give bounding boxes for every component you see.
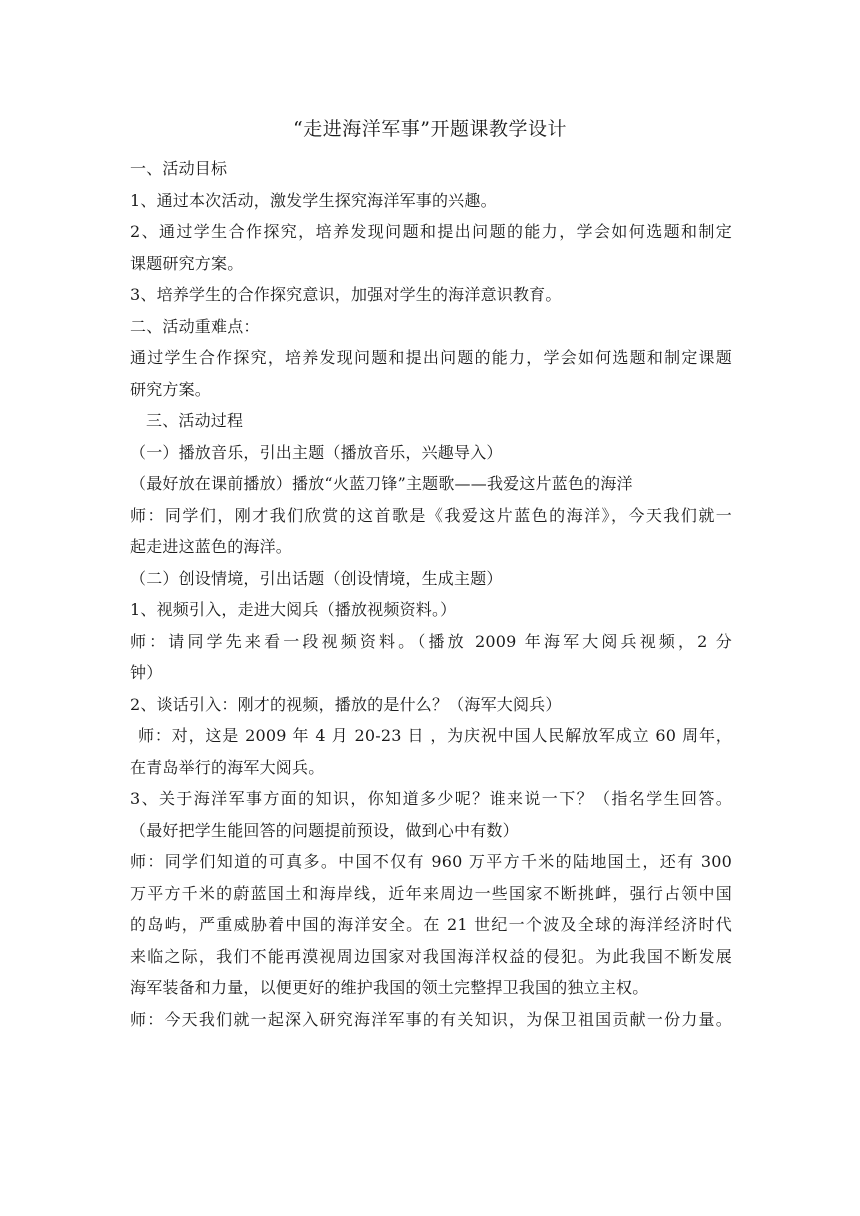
- paragraph-line: （最好放在课前播放）播放“火蓝刀锋”主题歌——我爱这片蓝色的海洋: [130, 474, 633, 493]
- section-heading-process: 三、活动过程: [146, 411, 244, 430]
- paragraph-line: 起走进这蓝色的海洋。: [130, 537, 293, 556]
- subsection-heading: （二）创设情境，引出话题（创设情境，生成主题）: [130, 568, 503, 588]
- paragraph-line: 课题研究方案。: [130, 253, 244, 273]
- section-heading-key-points: 二、活动重难点：: [130, 316, 260, 336]
- paragraph-line: 师：请同学先来看一段视频资料。（播放 2009 年海军大阅兵视频，2 分: [130, 631, 732, 651]
- paragraph-line: 通过学生合作探究，培养发现问题和提出问题的能力，学会如何选题和制定课题: [130, 348, 732, 367]
- paragraph-line: 师：同学们，刚才我们欣赏的这首歌是《我爱这片蓝色的海洋》，今天我们就一: [130, 505, 732, 525]
- paragraph-line: （最好把学生能回答的问题提前预设，做到心中有数）: [130, 820, 519, 840]
- paragraph-line: 2、谈话引入：刚才的视频，播放的是什么？（海军大阅兵）: [130, 694, 562, 714]
- paragraph-line: 1、视频引入，走进大阅兵（播放视频资料。）: [130, 600, 457, 619]
- document-title: “走进海洋军事”开题课教学设计: [293, 118, 567, 140]
- paragraph-line: 万平方千米的蔚蓝国土和海岸线，近年来周边一些国家不断挑衅，强行占领中国: [130, 883, 732, 903]
- paragraph-line: 来临之际，我们不能再漠视周边国家对我国海洋权益的侵犯。为此我国不断发展: [130, 946, 732, 966]
- document-body: [130, 153, 732, 1035]
- paragraph-line: 师：今天我们就一起深入研究海洋军事的有关知识，为保卫祖国贡献一份力量。: [130, 1009, 732, 1029]
- paragraph-line: 3、培养学生的合作探究意识，加强对学生的海洋意识教育。: [130, 285, 562, 304]
- paragraph-line: 1、通过本次活动，激发学生探究海洋军事的兴趣。: [130, 190, 497, 210]
- subsection-heading: （一）播放音乐，引出主题（播放音乐，兴趣导入）: [130, 442, 503, 462]
- paragraph-line: 的岛屿，严重威胁着中国的海洋安全。在 21 世纪一个波及全球的海洋经济时代: [130, 915, 732, 934]
- paragraph-line: 师：对，这是 2009 年 4 月 20-23 日 ，为庆祝中国人民解放军成立 60 周年，: [138, 726, 732, 745]
- paragraph-line: 师：同学们知道的可真多。中国不仅有 960 万平方千米的陆地国土，还有 300: [130, 852, 732, 871]
- paragraph-line: 在青岛举行的海军大阅兵。: [130, 757, 325, 777]
- section-heading-goals: 一、活动目标: [130, 159, 228, 178]
- paragraph-line: 海军装备和力量，以便更好的维护我国的领土完整捍卫我国的独立主权。: [130, 978, 649, 997]
- paragraph-line: 3、关于海洋军事方面的知识，你知道多少呢？谁来说一下？（指名学生回答。: [130, 789, 732, 808]
- paragraph-line: 研究方案。: [130, 379, 212, 399]
- paragraph-line: 钟）: [130, 663, 163, 682]
- paragraph-line: 2、通过学生合作探究，培养发现问题和提出问题的能力，学会如何选题和制定: [130, 222, 732, 241]
